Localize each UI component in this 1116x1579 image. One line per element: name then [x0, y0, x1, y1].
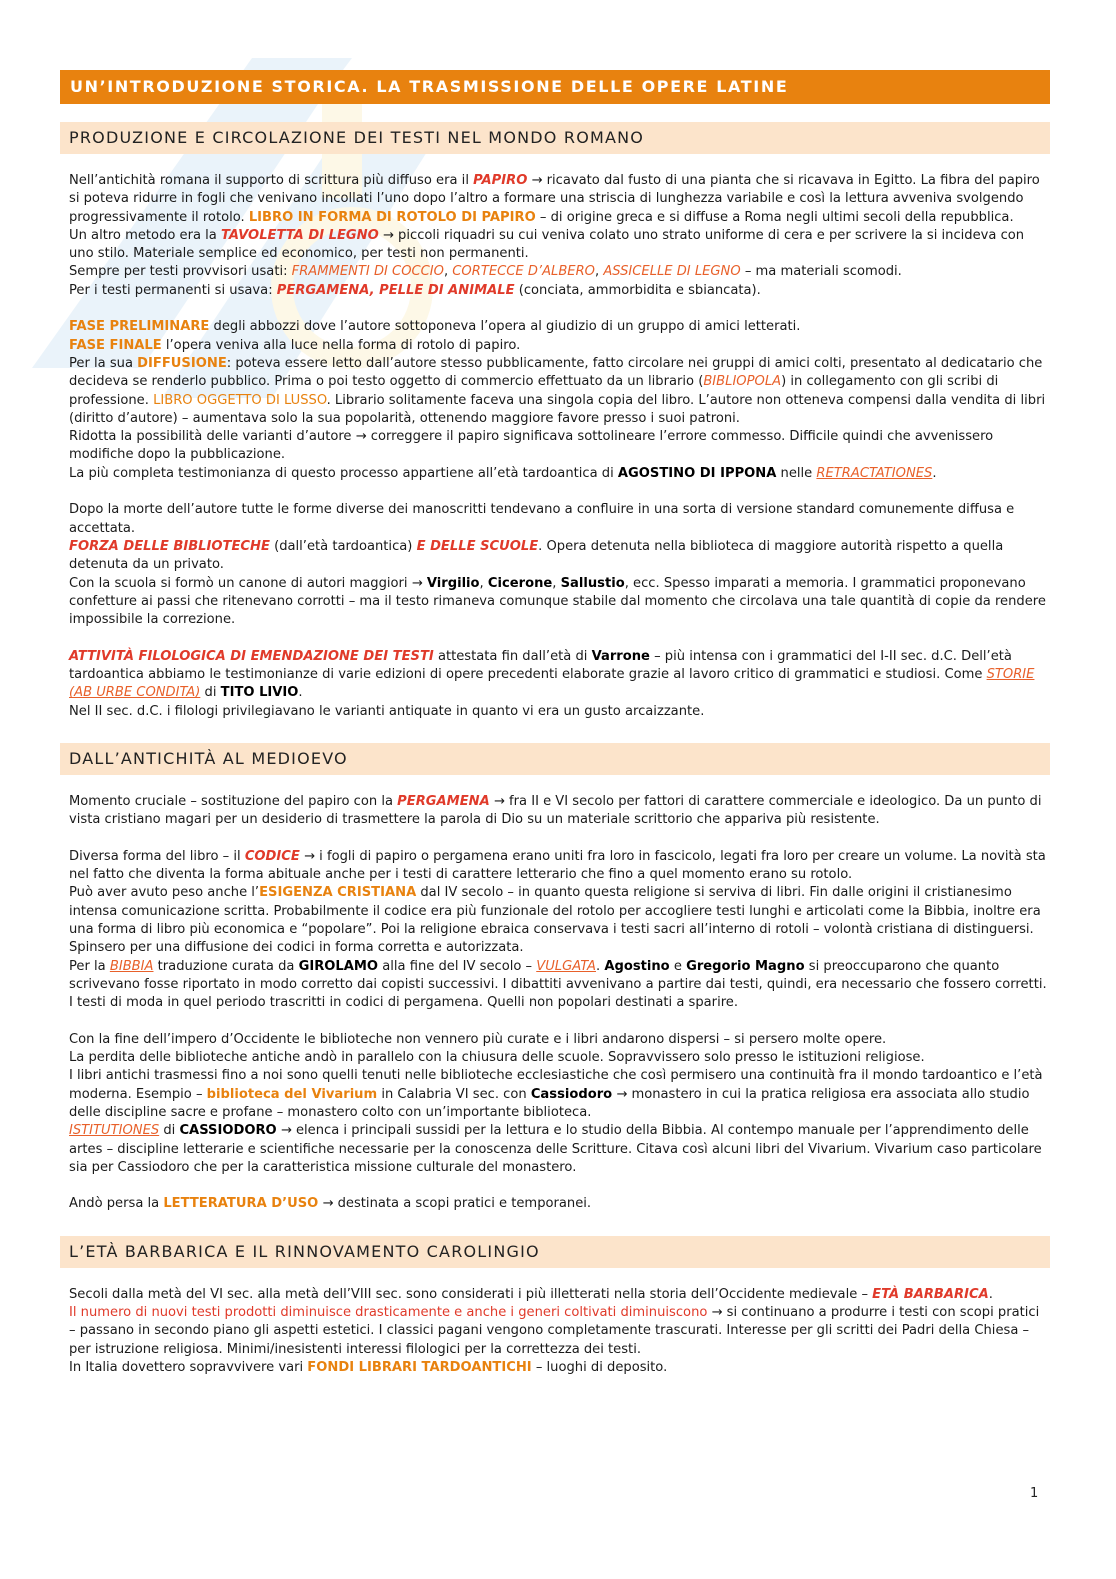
keyword: Sallustio: [560, 575, 625, 591]
paragraph: ISTITUTIONES di CASSIODORO → elenca i principali sussidi per la lettura e lo studio della Bibbia. Al contempo manuale per l’apprendimento delle artes – discipline letterarie e scientifiche necessarie per la conoscenza delle Scritture. Citava così alcuni libri del Vivarium. Vivarium caso particolare sia per Cassiodoro che per la caratteristica missione culturale del monastero.: [69, 1123, 1042, 1175]
keyword: LIBRO OGGETTO DI LUSSO: [153, 392, 327, 408]
paragraph: ATTIVITÀ FILOLOGICA DI EMENDAZIONE DEI TESTI attestata fin dall’età di Varrone – più intensa con i grammatici del I-II sec. d.C. Dell’età tardoantica abbiamo le testimonianze di varie edizioni di opere precedenti elaborate grazie al lavoro critico di grammatici e studiosi. Come STORIE (AB URBE CONDITA) di TITO LIVIO.: [69, 648, 1035, 701]
keyword: CORTECCE D’ALBERO: [452, 264, 595, 280]
keyword: Il numero di nuovi testi prodotti diminuisce drasticamente e anche i generi coltivati diminuiscono: [69, 1305, 708, 1321]
keyword: DIFFUSIONE: [137, 355, 227, 371]
paragraph: Dopo la morte dell’autore tutte le forme diverse dei manoscritti tendevano a confluire in una sorta di versione standard comunemente diffusa e accettata.: [69, 502, 1015, 536]
section-produzione-body: [60, 172, 1050, 721]
keyword: Cassiodoro: [530, 1086, 613, 1102]
paragraph: Sempre per testi provvisori usati: FRAMMENTI DI COCCIO, CORTECCE D’ALBERO, ASSICELLE DI LEGNO – ma materiali scomodi.: [69, 264, 902, 280]
keyword: TAVOLETTA DI LEGNO: [221, 227, 379, 243]
keyword: biblioteca del Vivarium: [206, 1086, 378, 1102]
keyword: LETTERATURA D’USO: [163, 1196, 319, 1212]
keyword: Virgilio: [426, 575, 480, 591]
keyword: E DELLE SCUOLE: [416, 538, 539, 554]
keyword: LIBRO IN FORMA DI ROTOLO DI PAPIRO: [248, 209, 536, 225]
keyword: FRAMMENTI DI COCCIO: [291, 264, 444, 280]
paragraph: I libri antichi trasmessi fino a noi sono quelli tenuti nelle biblioteche ecclesiastiche che così permisero una continuità fra il mondo tardoantico e l’età moderna. Esempio – biblioteca del Vivarium in Calabria VI sec. con Cassiodoro → monastero in cui la pratica religiosa era associata allo studio delle discipline sacre e profane – monastero colto con un’importante biblioteca.: [69, 1068, 1043, 1120]
document-page: [60, 70, 1050, 1377]
keyword: PERGAMENA: [397, 793, 490, 809]
keyword: PERGAMENA, PELLE DI ANIMALE: [276, 282, 515, 298]
paragraph: Un altro metodo era la TAVOLETTA DI LEGNO → piccoli riquadri su cui veniva colato uno strato uniforme di cera e per scrivere la si incideva con uno stilo. Materiale semplice ed economico, per testi non permanenti.: [69, 227, 1025, 262]
paragraph: Con la fine dell’impero d’Occidente le biblioteche non vennero più curate e i libri andarono dispersi – si persero molte opere.: [69, 1031, 887, 1047]
keyword: FASE PRELIMINARE: [69, 319, 210, 335]
paragraph: Nell’antichità romana il supporto di scrittura più diffuso era il PAPIRO → ricavato dal fusto di una pianta che si ricavava in Egitto. La fibra del papiro si poteva ridurre in fogli che venivano incollati l’uno dopo l’altro a formare una striscia di lunghezza variabile e così la lettura avveniva svolgendo progressivamente il rotolo. LIBRO IN FORMA DI ROTOLO DI PAPIRO – di origine greca e si diffuse a Roma negli ultimi secoli della repubblica.: [69, 173, 1040, 225]
keyword: Cicerone: [487, 575, 553, 591]
keyword: CASSIODORO: [179, 1123, 277, 1139]
keyword: BIBLIOPOLA: [703, 374, 782, 390]
keyword: CODICE: [244, 848, 300, 864]
section-eta-barbarica-body: [60, 1286, 1050, 1377]
paragraph: Ridotta la possibilità delle varianti d’autore → correggere il papiro significava sottolineare l’errore commesso. Difficile quindi che avvenissero modifiche dopo la pubblicazione.: [69, 429, 994, 463]
keyword: ETÀ BARBARICA: [872, 1286, 989, 1302]
keyword: ATTIVITÀ FILOLOGICA DI EMENDAZIONE DEI TESTI: [69, 648, 434, 664]
keyword: Agostino: [604, 958, 670, 974]
section-heading-produzione: PRODUZIONE E CIRCOLAZIONE DEI TESTI NEL MONDO ROMANO: [60, 122, 1050, 154]
paragraph: Per la sua DIFFUSIONE: poteva essere letto dall’autore stesso pubblicamente, fatto circolare nei gruppi di amici colti, presentato al dedicatario che decideva se renderlo pubblico. Prima o poi testo oggetto di commercio effettuato da un librario (BIBLIOPOLA) in collegamento con gli scribi di professione. LIBRO OGGETTO DI LUSSO. Librario solitamente faceva una singola copia del libro. L’autore non otteneva compensi dalla vendita di libri (diritto d’autore) – aumentava solo la sua popolarità, ottenendo maggiore favore presso i suoi patroni.: [69, 355, 1046, 426]
keyword: AGOSTINO DI IPPONA: [617, 465, 777, 481]
section-heading-medioevo: DALL’ANTICHITÀ AL MEDIOEVO: [60, 743, 1050, 775]
paragraph: La più completa testimonianza di questo processo appartiene all’età tardoantica di AGOSTINO DI IPPONA nelle RETRACTATIONES.: [69, 465, 937, 481]
paragraph: FORZA DELLE BIBLIOTECHE (dall’età tardoantica) E DELLE SCUOLE. Opera detenuta nella biblioteca di maggiore autorità rispetto a quella detenuta da un privato.: [69, 538, 1004, 573]
paragraph: Diversa forma del libro – il CODICE → i fogli di papiro o pergamena erano uniti fra loro in fascicolo, legati fra loro per creare un volume. La novità sta nel fatto che diventa la forma abituale anche per i testi di carattere letterario che fino a quel momento erano su rotolo.: [69, 848, 1046, 883]
paragraph: Secoli dalla metà del VI sec. alla metà dell’VIII sec. sono considerati i più illetterati nella storia dell’Occidente medievale – ETÀ BARBARICA.: [69, 1286, 993, 1302]
keyword: VULGATA: [536, 958, 596, 974]
keyword: TITO LIVIO: [220, 685, 299, 701]
page-number: 1: [1030, 1486, 1039, 1501]
paragraph: Andò persa la LETTERATURA D’USO → destinata a scopi pratici e temporanei.: [69, 1196, 592, 1212]
paragraph: Il numero di nuovi testi prodotti diminuisce drasticamente e anche i generi coltivati diminuiscono → si continuano a produrre i testi con scopi pratici – passano in secondo piano gli aspetti estetici. I classici pagani vengono completamente trascurati. Interesse per gli scritti dei Padri della Chiesa – per istruzione religiosa. Minimi/inesistenti interessi filologici per la correttezza dei testi.: [69, 1305, 1040, 1357]
keyword: FORZA DELLE BIBLIOTECHE: [69, 538, 270, 554]
paragraph: Con la scuola si formò un canone di autori maggiori → Virgilio, Cicerone, Sallustio, ecc. Spesso imparati a memoria. I grammatici proponevano confetture ai passi che ritenevano corrotti – ma il testo rimaneva comunque stabile dal momento che circolava una tale quantità di copie da rendere impossibile la correzione.: [69, 575, 1046, 628]
paragraph: La perdita delle biblioteche antiche andò in parallelo con la chiusura delle scuole. Sopravvissero solo presso le istituzioni religiose.: [69, 1050, 925, 1066]
section-heading-eta-barbarica: L’ETÀ BARBARICA E IL RINNOVAMENTO CAROLINGIO: [60, 1236, 1050, 1268]
keyword: PAPIRO: [473, 173, 528, 188]
keyword: RETRACTATIONES: [816, 465, 933, 481]
paragraph: I testi di moda in quel periodo trascritti in codici di pergamena. Quelli non popolari destinati a sparire.: [69, 995, 739, 1011]
keyword: Gregorio Magno: [686, 958, 805, 974]
keyword: Varrone: [591, 648, 650, 664]
keyword: ISTITUTIONES: [69, 1123, 160, 1139]
keyword: ESIGENZA CRISTIANA: [259, 885, 417, 901]
keyword: STORIE (AB URBE CONDITA): [69, 667, 1035, 701]
keyword: FASE FINALE: [69, 337, 162, 353]
keyword: FONDI LIBRARI TARDOANTICHI: [307, 1359, 532, 1375]
keyword: ASSICELLE DI LEGNO: [603, 264, 741, 280]
document-title: UN’INTRODUZIONE STORICA. LA TRASMISSIONE DELLE OPERE LATINE: [60, 70, 1050, 104]
paragraph: FASE PRELIMINARE degli abbozzi dove l’autore sottoponeva l’opera al giudizio di un gruppo di amici letterati.: [69, 319, 801, 335]
paragraph: Per i testi permanenti si usava: PERGAMENA, PELLE DI ANIMALE (conciata, ammorbidita e sbiancata).: [69, 282, 761, 298]
paragraph: Momento cruciale – sostituzione del papiro con la PERGAMENA → fra II e VI secolo per fattori di carattere commerciale e ideologico. Da un punto di vista cristiano magari per un desiderio di trasmettere la parola di Dio su un materiale scrittorio che appariva più resistente.: [69, 793, 1042, 828]
paragraph: FASE FINALE l’opera veniva alla luce nella forma di rotolo di papiro.: [69, 337, 521, 353]
paragraph: Per la BIBBIA traduzione curata da GIROLAMO alla fine del IV secolo – VULGATA. Agostino e Gregorio Magno si preoccuparono che quanto scrivevano fosse riportato in modo corretto dai copisti successivi. I dibattiti avvenivano a partire dai testi, quindi, era necessario che fossero corretti.: [69, 958, 1047, 992]
section-medioevo-body: [60, 793, 1050, 1214]
keyword: BIBBIA: [109, 958, 154, 974]
paragraph: Nel II sec. d.C. i filologi privilegiavano le varianti antiquate in quanto vi era un gusto arcaizzante.: [69, 703, 705, 719]
paragraph: Può aver avuto peso anche l’ESIGENZA CRISTIANA dal IV secolo – in quanto questa religione si serviva di libri. Fin dalle origini il cristianesimo intensa comunicazione scritta. Probabilmente il codice era più funzionale del rotolo per accogliere testi lunghi e articolati come la Bibbia, inoltre era una forma di libro più economica e “popolare”. Poi la religione ebraica conservava i testi sacri all’interno di rotoli – volontà cristiana di distinguersi. Spinsero per una diffusione dei codici in forma corretta e autorizzata.: [69, 885, 1041, 956]
keyword: GIROLAMO: [298, 958, 379, 974]
paragraph: In Italia dovettero sopravvivere vari FONDI LIBRARI TARDOANTICHI – luoghi di deposito.: [69, 1359, 668, 1375]
